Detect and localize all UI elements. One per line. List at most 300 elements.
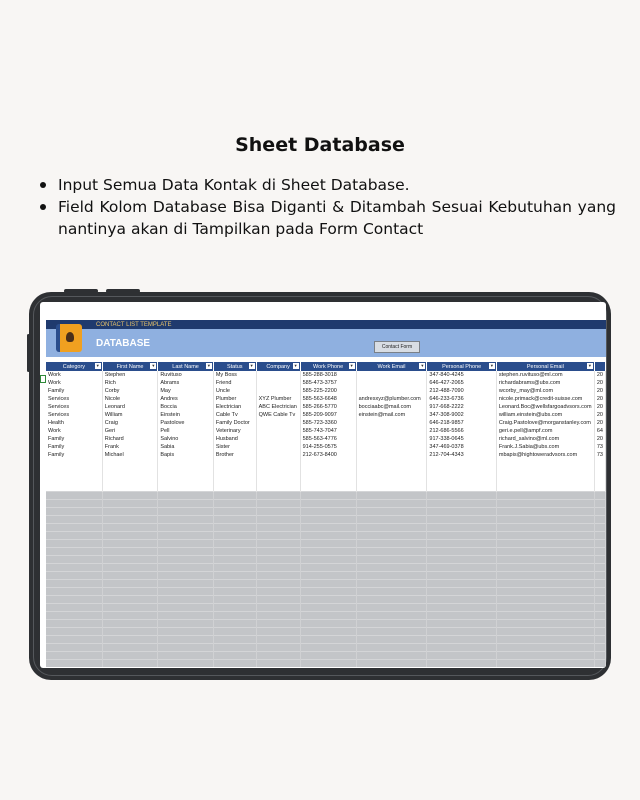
table-cell[interactable] xyxy=(594,483,605,492)
column-header[interactable]: Personal Phone ▼ xyxy=(427,362,496,371)
table-cell[interactable] xyxy=(213,628,256,636)
table-cell[interactable] xyxy=(496,628,594,636)
table-cell[interactable]: Work xyxy=(46,371,102,379)
table-cell[interactable] xyxy=(427,459,496,467)
table-cell[interactable] xyxy=(496,644,594,652)
table-cell[interactable] xyxy=(300,604,356,612)
table-cell[interactable]: Nicole xyxy=(102,395,158,403)
table-cell[interactable] xyxy=(102,644,158,652)
table-cell[interactable] xyxy=(46,620,102,628)
table-cell[interactable] xyxy=(256,628,300,636)
table-cell[interactable] xyxy=(46,596,102,604)
table-cell[interactable] xyxy=(256,371,300,379)
table-cell[interactable] xyxy=(427,467,496,475)
table-cell[interactable]: Geri xyxy=(102,427,158,435)
table-cell[interactable] xyxy=(102,660,158,668)
table-cell[interactable]: Work xyxy=(46,379,102,387)
table-cell[interactable] xyxy=(158,475,214,483)
table-cell[interactable] xyxy=(300,572,356,580)
empty-row[interactable] xyxy=(46,620,606,628)
table-cell[interactable] xyxy=(594,628,605,636)
table-cell[interactable] xyxy=(213,540,256,548)
table-cell[interactable] xyxy=(356,467,427,475)
table-cell[interactable] xyxy=(102,532,158,540)
table-cell[interactable] xyxy=(213,475,256,483)
table-cell[interactable] xyxy=(256,492,300,500)
table-cell[interactable] xyxy=(256,660,300,668)
table-cell[interactable] xyxy=(300,524,356,532)
table-cell[interactable] xyxy=(256,532,300,540)
table-cell[interactable]: My Boss xyxy=(213,371,256,379)
empty-row[interactable] xyxy=(46,596,606,604)
table-cell[interactable] xyxy=(102,483,158,492)
table-cell[interactable]: Corby xyxy=(102,387,158,395)
table-cell[interactable]: 585-473-3757 xyxy=(300,379,356,387)
table-cell[interactable]: 585-209-9097 xyxy=(300,411,356,419)
table-cell[interactable] xyxy=(594,636,605,644)
table-cell[interactable] xyxy=(256,556,300,564)
table-cell[interactable] xyxy=(427,564,496,572)
table-cell[interactable] xyxy=(356,443,427,451)
table-cell[interactable] xyxy=(256,572,300,580)
column-header[interactable]: Work Email ▼ xyxy=(356,362,427,371)
table-cell[interactable] xyxy=(496,532,594,540)
table-cell[interactable]: 917-668-2222 xyxy=(427,403,496,411)
table-cell[interactable] xyxy=(158,604,214,612)
table-cell[interactable]: Leonard xyxy=(102,403,158,411)
table-cell[interactable]: Sabia xyxy=(158,443,214,451)
table-cell[interactable] xyxy=(427,604,496,612)
table-cell[interactable] xyxy=(427,636,496,644)
table-cell[interactable] xyxy=(213,564,256,572)
table-cell[interactable] xyxy=(213,492,256,500)
table-cell[interactable] xyxy=(594,620,605,628)
table-cell[interactable] xyxy=(256,564,300,572)
table-cell[interactable] xyxy=(427,660,496,668)
table-cell[interactable] xyxy=(300,475,356,483)
table-cell[interactable] xyxy=(300,500,356,508)
empty-row[interactable] xyxy=(46,540,606,548)
table-cell[interactable] xyxy=(356,572,427,580)
table-cell[interactable] xyxy=(300,540,356,548)
table-cell[interactable] xyxy=(46,516,102,524)
table-cell[interactable] xyxy=(158,652,214,660)
table-cell[interactable]: geri.e.pell@ampf.com xyxy=(496,427,594,435)
table-cell[interactable] xyxy=(594,588,605,596)
table-cell[interactable] xyxy=(356,612,427,620)
table-cell[interactable]: ABC Electrician xyxy=(256,403,300,411)
table-cell[interactable] xyxy=(256,596,300,604)
table-cell[interactable] xyxy=(46,459,102,467)
table-cell[interactable] xyxy=(102,548,158,556)
empty-row[interactable] xyxy=(46,524,606,532)
table-cell[interactable] xyxy=(594,500,605,508)
table-cell[interactable] xyxy=(496,524,594,532)
table-cell[interactable] xyxy=(102,628,158,636)
table-cell[interactable] xyxy=(496,620,594,628)
table-cell[interactable] xyxy=(496,604,594,612)
table-cell[interactable] xyxy=(356,580,427,588)
table-cell[interactable]: Michael xyxy=(102,451,158,459)
table-cell[interactable]: 20 xyxy=(594,371,605,379)
table-cell[interactable] xyxy=(594,612,605,620)
empty-row[interactable] xyxy=(46,652,606,660)
table-cell[interactable] xyxy=(594,540,605,548)
table-cell[interactable] xyxy=(102,556,158,564)
table-cell[interactable] xyxy=(158,620,214,628)
table-cell[interactable] xyxy=(158,588,214,596)
table-row[interactable] xyxy=(46,379,606,387)
column-header[interactable]: Category ▼ xyxy=(46,362,102,371)
empty-row[interactable] xyxy=(46,492,606,500)
table-cell[interactable] xyxy=(427,596,496,604)
table-cell[interactable] xyxy=(356,564,427,572)
table-cell[interactable]: Stephen xyxy=(102,371,158,379)
table-cell[interactable] xyxy=(213,612,256,620)
table-cell[interactable]: Services xyxy=(46,403,102,411)
table-cell[interactable] xyxy=(213,588,256,596)
table-cell[interactable]: Electrician xyxy=(213,403,256,411)
table-cell[interactable] xyxy=(496,516,594,524)
table-cell[interactable] xyxy=(356,628,427,636)
table-cell[interactable] xyxy=(213,508,256,516)
dropdown-arrow-icon[interactable]: ▼ xyxy=(420,363,425,368)
table-cell[interactable] xyxy=(102,636,158,644)
table-cell[interactable]: 20 xyxy=(594,403,605,411)
table-cell[interactable] xyxy=(496,492,594,500)
dropdown-arrow-icon[interactable]: ▼ xyxy=(587,363,592,368)
table-cell[interactable] xyxy=(594,564,605,572)
table-cell[interactable] xyxy=(256,443,300,451)
table-cell[interactable] xyxy=(427,588,496,596)
table-cell[interactable] xyxy=(102,467,158,475)
table-cell[interactable] xyxy=(300,548,356,556)
table-cell[interactable] xyxy=(213,572,256,580)
table-cell[interactable] xyxy=(158,596,214,604)
table-cell[interactable] xyxy=(102,588,158,596)
column-header[interactable]: Last Name ▼ xyxy=(158,362,214,371)
table-cell[interactable] xyxy=(300,628,356,636)
table-cell[interactable] xyxy=(213,620,256,628)
table-cell[interactable] xyxy=(213,459,256,467)
table-cell[interactable]: Husband xyxy=(213,435,256,443)
table-cell[interactable] xyxy=(356,500,427,508)
table-cell[interactable] xyxy=(300,620,356,628)
table-cell[interactable] xyxy=(158,459,214,467)
table-cell[interactable]: nicole.primack@credit-suisse.com xyxy=(496,395,594,403)
table-cell[interactable] xyxy=(427,483,496,492)
empty-row[interactable] xyxy=(46,532,606,540)
table-cell[interactable] xyxy=(46,572,102,580)
table-cell[interactable] xyxy=(213,652,256,660)
column-header[interactable]: Work Phone ▼ xyxy=(300,362,356,371)
table-cell[interactable] xyxy=(496,508,594,516)
empty-row[interactable] xyxy=(46,572,606,580)
table-cell[interactable]: 64 xyxy=(594,427,605,435)
table-row[interactable] xyxy=(46,451,606,459)
table-cell[interactable] xyxy=(496,580,594,588)
table-cell[interactable] xyxy=(102,620,158,628)
column-header[interactable]: Status ▼ xyxy=(213,362,256,371)
table-cell[interactable]: 347-308-9002 xyxy=(427,411,496,419)
blank-row[interactable] xyxy=(46,475,606,483)
table-cell[interactable] xyxy=(594,644,605,652)
table-cell[interactable]: Work xyxy=(46,427,102,435)
table-cell[interactable] xyxy=(213,483,256,492)
empty-row[interactable] xyxy=(46,564,606,572)
dropdown-arrow-icon[interactable]: ▼ xyxy=(151,363,156,368)
table-cell[interactable]: Uncle xyxy=(213,387,256,395)
table-cell[interactable]: 646-218-9857 xyxy=(427,419,496,427)
table-cell[interactable]: 347-840-4245 xyxy=(427,371,496,379)
table-cell[interactable] xyxy=(356,483,427,492)
table-cell[interactable]: 585-563-4776 xyxy=(300,435,356,443)
table-cell[interactable] xyxy=(46,508,102,516)
table-cell[interactable] xyxy=(256,652,300,660)
table-cell[interactable] xyxy=(427,644,496,652)
table-cell[interactable] xyxy=(213,516,256,524)
empty-row[interactable] xyxy=(46,604,606,612)
table-cell[interactable]: andresxyz@plumber.com xyxy=(356,395,427,403)
table-cell[interactable] xyxy=(256,483,300,492)
table-cell[interactable] xyxy=(46,540,102,548)
table-cell[interactable] xyxy=(256,379,300,387)
table-cell[interactable] xyxy=(356,540,427,548)
table-row[interactable] xyxy=(46,443,606,451)
table-cell[interactable] xyxy=(102,492,158,500)
table-cell[interactable]: mbapis@hightoweradvsors.com xyxy=(496,451,594,459)
table-cell[interactable] xyxy=(102,524,158,532)
table-cell[interactable] xyxy=(594,596,605,604)
table-cell[interactable]: Friend xyxy=(213,379,256,387)
table-cell[interactable]: Boccia xyxy=(158,403,214,411)
table-cell[interactable] xyxy=(213,500,256,508)
table-cell[interactable] xyxy=(46,556,102,564)
table-cell[interactable]: 20 xyxy=(594,387,605,395)
table-cell[interactable]: William xyxy=(102,411,158,419)
table-cell[interactable] xyxy=(356,508,427,516)
table-cell[interactable]: richard_salvino@ml.com xyxy=(496,435,594,443)
table-row[interactable] xyxy=(46,387,606,395)
table-cell[interactable] xyxy=(594,524,605,532)
column-header[interactable] xyxy=(594,362,605,371)
empty-row[interactable] xyxy=(46,580,606,588)
table-cell[interactable] xyxy=(256,500,300,508)
table-cell[interactable] xyxy=(356,652,427,660)
table-cell[interactable]: 73 xyxy=(594,443,605,451)
table-cell[interactable] xyxy=(158,644,214,652)
table-cell[interactable] xyxy=(594,652,605,660)
table-cell[interactable] xyxy=(102,652,158,660)
table-cell[interactable] xyxy=(46,612,102,620)
table-cell[interactable] xyxy=(496,652,594,660)
table-cell[interactable] xyxy=(102,572,158,580)
table-cell[interactable] xyxy=(102,459,158,467)
empty-row[interactable] xyxy=(46,508,606,516)
table-cell[interactable] xyxy=(256,620,300,628)
table-cell[interactable]: william.einstein@ubs.com xyxy=(496,411,594,419)
table-cell[interactable] xyxy=(256,508,300,516)
table-cell[interactable]: stephen.ruvituso@ml.com xyxy=(496,371,594,379)
table-cell[interactable] xyxy=(594,516,605,524)
table-cell[interactable] xyxy=(356,371,427,379)
table-cell[interactable] xyxy=(256,387,300,395)
table-cell[interactable] xyxy=(256,451,300,459)
table-cell[interactable]: 73 xyxy=(594,451,605,459)
table-cell[interactable] xyxy=(300,636,356,644)
empty-row[interactable] xyxy=(46,588,606,596)
table-cell[interactable] xyxy=(300,652,356,660)
table-cell[interactable] xyxy=(594,508,605,516)
table-cell[interactable] xyxy=(300,580,356,588)
table-cell[interactable] xyxy=(46,580,102,588)
table-cell[interactable] xyxy=(158,532,214,540)
table-cell[interactable]: Sister xyxy=(213,443,256,451)
table-cell[interactable] xyxy=(256,612,300,620)
table-cell[interactable]: 585-266-5770 xyxy=(300,403,356,411)
table-row[interactable] xyxy=(46,411,606,419)
table-cell[interactable] xyxy=(158,483,214,492)
table-cell[interactable] xyxy=(496,483,594,492)
table-cell[interactable]: Abrams xyxy=(158,379,214,387)
table-cell[interactable] xyxy=(300,564,356,572)
table-cell[interactable]: 646-427-2065 xyxy=(427,379,496,387)
table-cell[interactable] xyxy=(158,660,214,668)
table-cell[interactable] xyxy=(213,636,256,644)
table-cell[interactable]: 212-673-8400 xyxy=(300,451,356,459)
table-cell[interactable] xyxy=(256,540,300,548)
table-cell[interactable] xyxy=(356,660,427,668)
table-cell[interactable] xyxy=(158,516,214,524)
contact-form-button[interactable]: Contact Form xyxy=(374,341,420,353)
table-cell[interactable] xyxy=(102,612,158,620)
table-cell[interactable] xyxy=(213,556,256,564)
table-cell[interactable] xyxy=(594,475,605,483)
table-cell[interactable] xyxy=(256,419,300,427)
table-cell[interactable] xyxy=(256,467,300,475)
blank-row[interactable] xyxy=(46,467,606,475)
table-cell[interactable] xyxy=(46,660,102,668)
table-cell[interactable] xyxy=(356,620,427,628)
table-cell[interactable]: 212-686-5566 xyxy=(427,427,496,435)
table-cell[interactable]: 20 xyxy=(594,435,605,443)
table-cell[interactable] xyxy=(300,612,356,620)
table-cell[interactable]: Veterinary xyxy=(213,427,256,435)
table-cell[interactable] xyxy=(356,532,427,540)
table-cell[interactable] xyxy=(356,644,427,652)
table-cell[interactable] xyxy=(300,483,356,492)
dropdown-arrow-icon[interactable]: ▼ xyxy=(349,363,354,368)
table-cell[interactable] xyxy=(427,580,496,588)
table-cell[interactable] xyxy=(256,548,300,556)
dropdown-arrow-icon[interactable]: ▼ xyxy=(95,363,100,368)
table-cell[interactable]: 585-563-6648 xyxy=(300,395,356,403)
table-cell[interactable] xyxy=(102,516,158,524)
table-cell[interactable] xyxy=(427,500,496,508)
empty-row[interactable] xyxy=(46,644,606,652)
empty-row[interactable] xyxy=(46,660,606,668)
table-cell[interactable]: Pastolove xyxy=(158,419,214,427)
table-cell[interactable]: 20 xyxy=(594,411,605,419)
table-cell[interactable] xyxy=(158,628,214,636)
table-cell[interactable] xyxy=(46,564,102,572)
table-cell[interactable] xyxy=(46,500,102,508)
table-cell[interactable]: QWE Cable Tv xyxy=(256,411,300,419)
table-cell[interactable] xyxy=(496,540,594,548)
table-cell[interactable] xyxy=(496,548,594,556)
table-cell[interactable] xyxy=(356,516,427,524)
table-cell[interactable] xyxy=(300,516,356,524)
table-cell[interactable] xyxy=(102,580,158,588)
table-row[interactable] xyxy=(46,419,606,427)
table-cell[interactable] xyxy=(300,532,356,540)
table-cell[interactable]: Einstein xyxy=(158,411,214,419)
table-cell[interactable] xyxy=(102,604,158,612)
table-cell[interactable]: Family Doctor xyxy=(213,419,256,427)
table-cell[interactable] xyxy=(158,524,214,532)
table-cell[interactable] xyxy=(427,612,496,620)
table-cell[interactable]: Salvino xyxy=(158,435,214,443)
table-cell[interactable] xyxy=(427,516,496,524)
table-cell[interactable]: XYZ Plumber xyxy=(256,395,300,403)
table-cell[interactable]: 585-743-7047 xyxy=(300,427,356,435)
table-cell[interactable] xyxy=(213,604,256,612)
table-cell[interactable]: Ruvituso xyxy=(158,371,214,379)
table-cell[interactable] xyxy=(46,475,102,483)
blank-row[interactable] xyxy=(46,483,606,492)
table-cell[interactable] xyxy=(158,500,214,508)
table-row[interactable] xyxy=(46,435,606,443)
table-cell[interactable] xyxy=(427,492,496,500)
table-cell[interactable] xyxy=(427,620,496,628)
table-cell[interactable] xyxy=(356,524,427,532)
table-cell[interactable] xyxy=(46,548,102,556)
table-cell[interactable] xyxy=(300,556,356,564)
table-cell[interactable] xyxy=(102,500,158,508)
column-header[interactable]: Personal Email ▼ xyxy=(496,362,594,371)
dropdown-arrow-icon[interactable]: ▼ xyxy=(249,363,254,368)
table-cell[interactable] xyxy=(496,596,594,604)
table-cell[interactable] xyxy=(46,604,102,612)
table-cell[interactable] xyxy=(594,556,605,564)
table-cell[interactable] xyxy=(356,556,427,564)
table-cell[interactable] xyxy=(300,588,356,596)
table-cell[interactable] xyxy=(213,524,256,532)
table-cell[interactable] xyxy=(46,524,102,532)
table-cell[interactable] xyxy=(256,475,300,483)
table-cell[interactable] xyxy=(300,596,356,604)
table-cell[interactable] xyxy=(594,604,605,612)
table-cell[interactable]: Family xyxy=(46,435,102,443)
blank-row[interactable] xyxy=(46,459,606,467)
table-cell[interactable] xyxy=(213,548,256,556)
table-cell[interactable] xyxy=(256,516,300,524)
table-cell[interactable]: 917-338-0645 xyxy=(427,435,496,443)
empty-row[interactable] xyxy=(46,556,606,564)
table-cell[interactable] xyxy=(356,387,427,395)
table-cell[interactable]: Pell xyxy=(158,427,214,435)
table-cell[interactable]: 20 xyxy=(594,379,605,387)
table-cell[interactable] xyxy=(356,435,427,443)
table-row[interactable] xyxy=(46,371,606,379)
dropdown-arrow-icon[interactable]: ▼ xyxy=(489,363,494,368)
table-cell[interactable] xyxy=(300,508,356,516)
table-cell[interactable] xyxy=(158,636,214,644)
table-cell[interactable]: 646-233-6736 xyxy=(427,395,496,403)
table-cell[interactable] xyxy=(213,580,256,588)
table-cell[interactable] xyxy=(46,588,102,596)
table-cell[interactable] xyxy=(496,660,594,668)
